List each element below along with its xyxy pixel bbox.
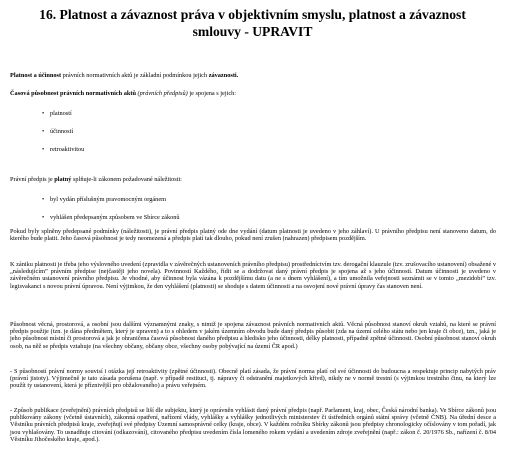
list-item-text: byl vydán příslušným pravomocným orgánem bbox=[50, 196, 167, 203]
intro-paragraph-1 bbox=[10, 72, 496, 79]
validity-term: Platnost a účinnost bbox=[10, 72, 62, 79]
intro-paragraph-2 bbox=[10, 90, 496, 97]
list-item-text: retroaktivitou bbox=[50, 146, 85, 153]
list-item bbox=[42, 128, 73, 135]
validity-text-2: splňuje-li zákonem požadované náležitosti: bbox=[71, 176, 182, 183]
intro-text-2: je spojena s jejich: bbox=[187, 90, 237, 97]
paragraph-retroaktivita: - S působností právní normy souvisí i otázka její retroaktivity (zpětné účinnosti). Obecně platí zásada, že právní norma platí od své účinnosti do budoucna a respektuje princip nabytých práv (právní jistoty). Výjimečně je tato zásada porušena (např. v případě restituci, tj. nápravy či odstranění majetkových křivd), nikdy ne v normě trestní (s výjimkou trestního činu, na který lze použít ty ustanovení, která je příznivější pro obžalovaného) a právu veřejném. bbox=[10, 368, 496, 390]
list-item bbox=[42, 196, 166, 203]
valid-term: platný bbox=[54, 176, 72, 183]
legal-regulations-note: (právních předpisů) bbox=[137, 90, 188, 97]
paragraph-platnost: Pokud byly splněny předepsané podmínky (náležitosti), je právní předpis platný ode dne vydání (datum platnosti je uvedeno v jeho záhlaví). U právního předpisu není stanoveno datum, do kterého bude platit. Jeho časová působnost je tedy neomezená a předpis platí tak dlouho, pokud není zrušen (nahrazen) předpisem pozdějším. bbox=[10, 228, 496, 243]
paragraph-pusobnost: Působnost věcná, prostorová, a osobní jsou dalšími významnými znaky, s nimiž je spojena závaznost právních normativních aktů. Věcná působnost stanoví okruh vztahů, na které se právní předpis použije (tzn. je dána předmětem, který je upraven) a to s ohledem v jakém územním obvodu bude daný předpis působit (zda na území celého státu nebo jen kraje či obce), tzn., jaká je jeho působnost místní či prostorová a jak je ohraničena časová působnost daného předpisu a hledisko jeho účinnosti, délky platnosti, případně zpětné účinnosti. Osobní působnost stanoví okruh osob, na něž se předpis vztahuje (na všechny občany, občany obce, všechny osoby pobývající na území ČR apod.) bbox=[10, 321, 496, 350]
time-scope-term: Časová působnost právních normativních aktů bbox=[10, 90, 138, 97]
page-title: 16. Platnost a závaznost práva v objektivním smyslu, platnost a závaznost smlouvy - UPRAVIT bbox=[39, 7, 466, 39]
bullet-icon: • bbox=[42, 146, 45, 153]
paragraph-zanik-platnosti: K zániku platnosti je třeba jeho výslovného uvedení (zpravidla v závěrečných ustanoveních právního předpisu) prostředníctvím tzv. derogační klauzule (tzv. zrušovacího ustanovení) obsažené v „následujícím” právním předpise (nejčastěji jeho novela). Povinností Každého, řídit se a dodržovat daný právní předpis je spojena až s jeho účinností. Datum účinnosti je uvedeno v závěrečném ustanovení právního předpisu. Je vhodné, aby účinnost byla vázána k pozdějšímu datu (a ne s dnem vyhlášení), a tím umožnila veřejnosti seznámit se v tomto „mezidobí” tzv. legisvakanci s novou právní úpravou. Není výjimkou, že den vyhlášení (platnosti) se shoduje s datem účinnosti a na osvojení nové právní úpravy čas stanoven není. bbox=[10, 261, 496, 290]
list-item bbox=[42, 146, 84, 153]
bullet-icon: • bbox=[42, 110, 45, 117]
bullet-icon: • bbox=[42, 196, 45, 203]
list-item bbox=[42, 110, 72, 117]
bullet-icon: • bbox=[42, 214, 45, 221]
list-item-text: platností bbox=[50, 110, 72, 117]
list-item-text: účinností bbox=[50, 128, 74, 135]
intro-text: právních normativních aktů je základní podmínkou jejich bbox=[61, 72, 209, 79]
list-item-text: vyhlášen předepsaným způsobem ve Sbírce zákonů bbox=[50, 214, 180, 221]
binding-term: závaznosti. bbox=[208, 72, 239, 79]
paragraph-publikace: - Způsob publikace (zveřejnění) právních předpisů se liší dle subjektu, který je oprávněn vyhlásit daný právní předpis (např. Parlament, kraj, obec, Česká národní banka). Ve Sbírce zákonů jsou publikovány zákony (včetně ústavních), zákonná opatření, nařízení vlády, vyhlášky a vyhlášky jednotlivých ministerstev či ústředních orgánů státní správy (včetně ČNB). Na úřední desce a Věstníku právních předpisů kraje, zveřejňují své předpisy Územní samosprávné celky (kraje, obce). V každém ročníku Sbírky zákonů jsou předpisy chronologicky očíslovány v tom pořadí, jak jsou vyhlašovány. To usnadňuje citování (odkazování), citovaného předpisu uvedením čísla lomeného rokem vydání a uvedením zdroje zveřejnění (např.: zákon č. 20/1976 Sb., nařízení č. 8/04 Věstníku Jihočeského kraje, apod.). bbox=[10, 407, 496, 443]
list-item bbox=[42, 214, 180, 221]
bullet-icon: • bbox=[42, 128, 45, 135]
validity-paragraph bbox=[10, 176, 496, 183]
validity-text: Právní předpis je bbox=[10, 176, 55, 183]
